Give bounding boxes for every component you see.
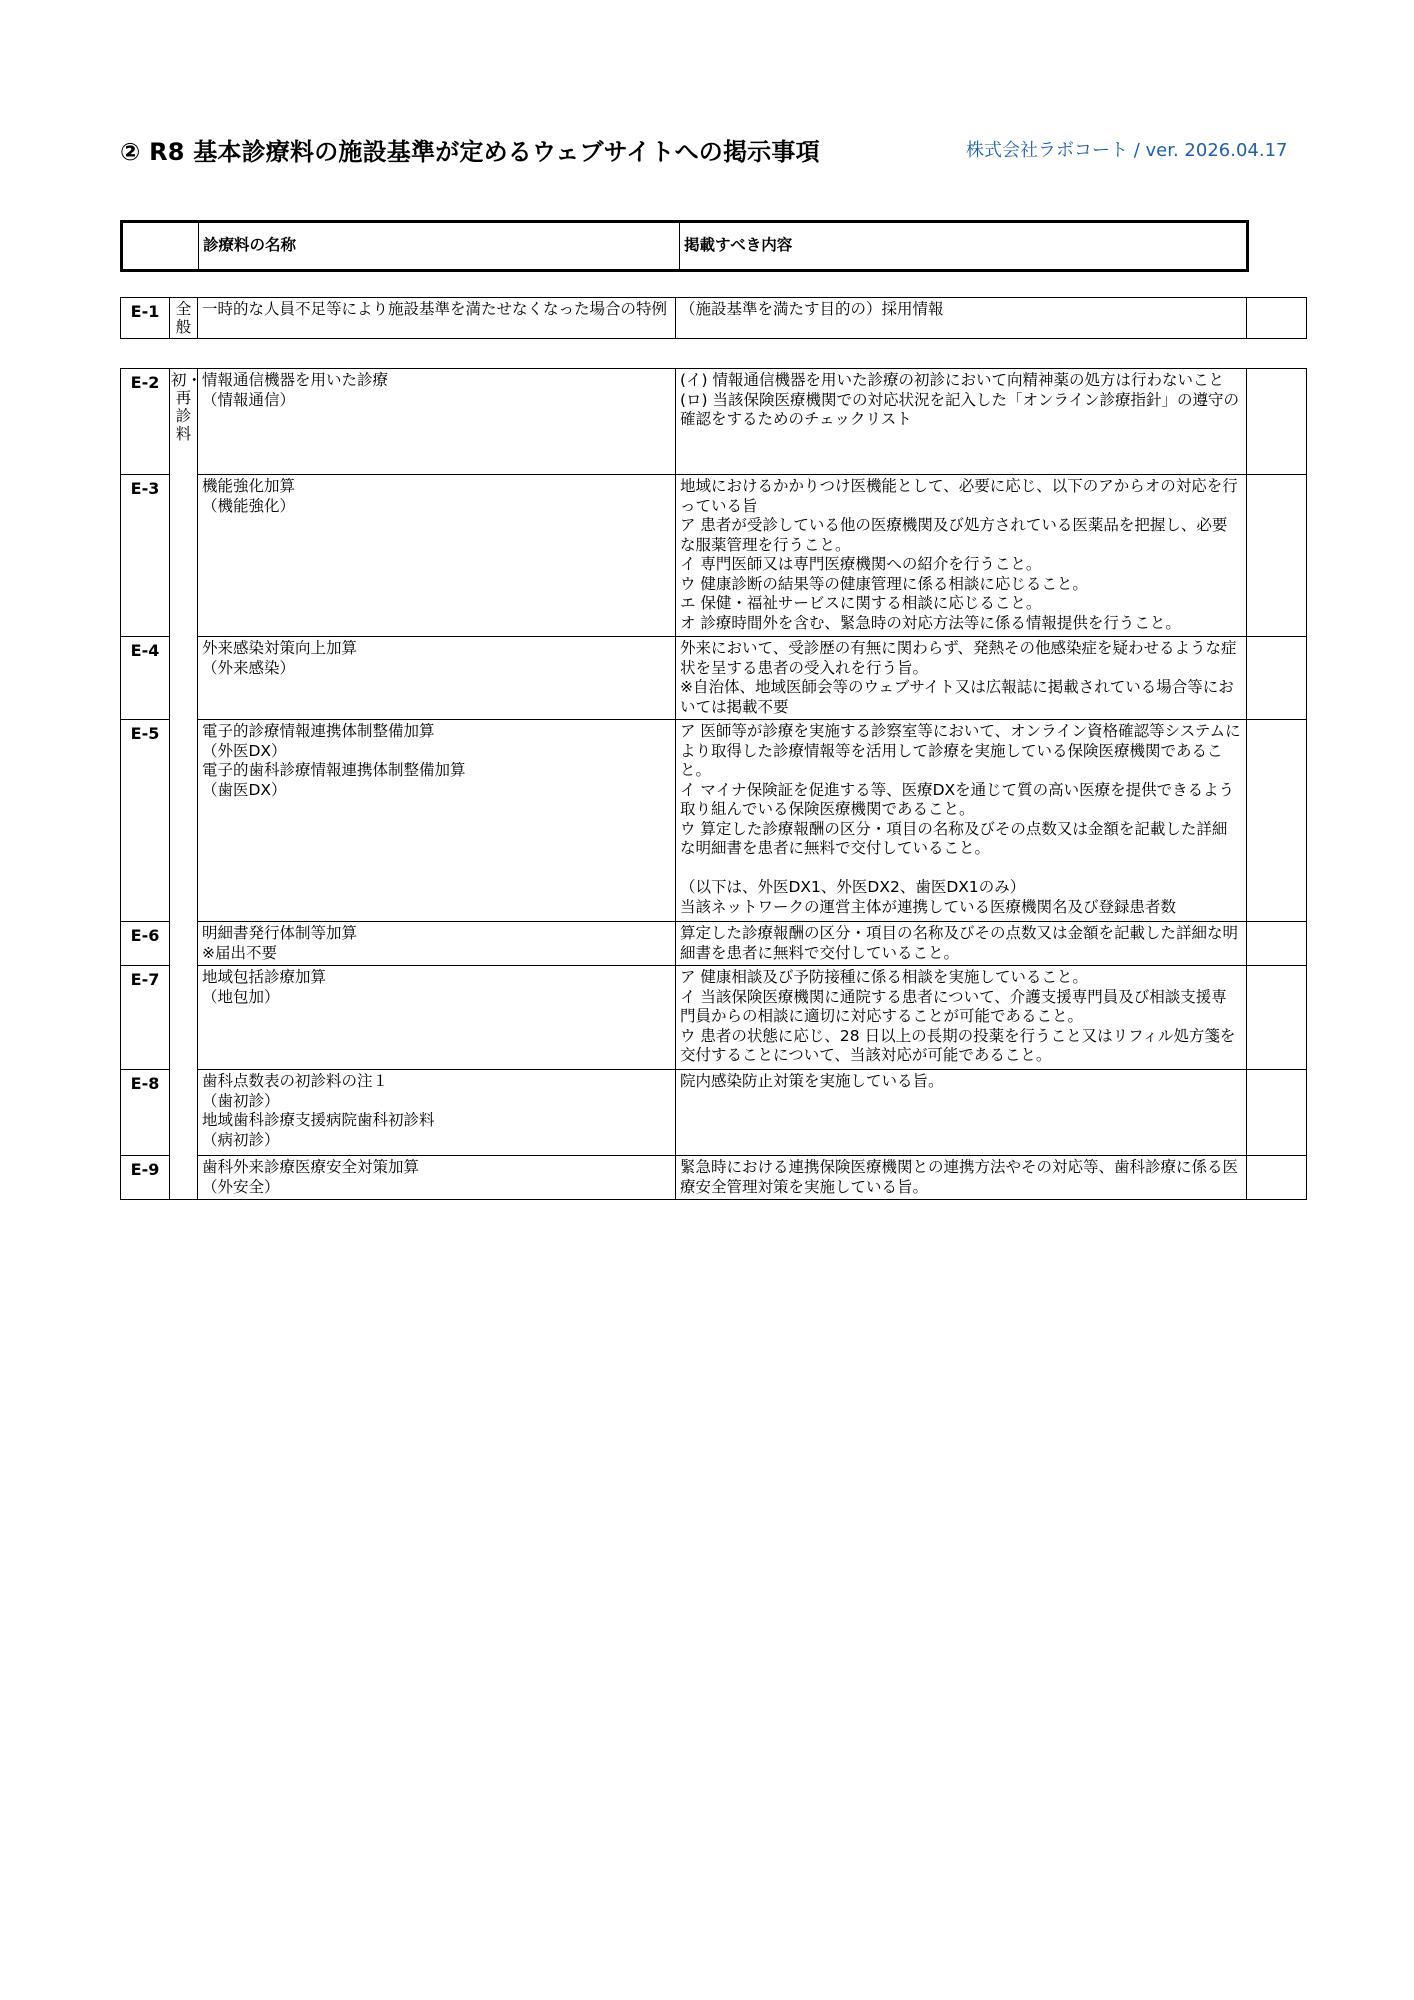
row-check-cell — [1247, 966, 1307, 1070]
row-content — [676, 720, 1247, 922]
row-content-line: ウ 患者の状態に応じ、28 日以上の長期の投薬を行うこと又はリフィル処方箋を交付することについて、当該対応が可能であること。 — [680, 1026, 1236, 1064]
row-content-line: ウ 健康診断の結果等の健康管理に係る相談に応じること。 — [680, 574, 1088, 593]
row-content-line: 緊急時における連携保険医療機関との連携方法やその対応等、歯科診療に係る医療安全管理対策を実施している旨。 — [680, 1158, 1239, 1196]
row-code: E-4 — [121, 637, 170, 720]
table-row — [121, 966, 1307, 1070]
row-name — [198, 1156, 676, 1200]
row-name-line: 地域歯科診療支援病院歯科初診料 — [202, 1111, 435, 1129]
row-content-line: (ロ) 当該保険医療機関での対応状況を記入した「オンライン診療指針」の遵守の確認をするためのチェックリスト — [680, 390, 1240, 428]
row-content-line: イ 専門医師又は専門医療機関への紹介を行うこと。 — [680, 555, 1042, 573]
row-name-line: （歯医DX） — [202, 780, 287, 799]
row-name-line: ※届出不要 — [202, 943, 277, 962]
category-cell — [170, 475, 198, 637]
row-name-line: 歯科外来診療医療安全対策加算 — [202, 1158, 420, 1176]
row-content — [676, 475, 1247, 637]
row-code: E-8 — [121, 1070, 170, 1156]
row-name — [198, 369, 676, 475]
header-name-cell: 診療料の名称 — [199, 222, 680, 271]
row-name — [198, 1070, 676, 1156]
row-check-cell — [1247, 1156, 1307, 1200]
category-cell — [170, 1156, 198, 1200]
row-name-line: 明細書発行体制等加算 — [202, 924, 358, 942]
row-content-line: 当該ネットワークの運営主体が連携している医療機関名及び登録患者数 — [680, 897, 1177, 916]
row-content-line: ア 医師等が診療を実施する診察室等において、オンライン資格確認等システムにより取得した診療情報等を活用して診療を実施している保険医療機関であること。 — [680, 722, 1241, 779]
header-content-cell: 掲載すべき内容 — [680, 222, 1248, 271]
row-content-line: ※自治体、地域医師会等のウェブサイト又は広報誌に掲載されている場合等においては掲載不要 — [680, 678, 1234, 716]
general-section-table — [120, 297, 1307, 339]
table-row — [121, 922, 1307, 966]
row-code: E-3 — [121, 475, 170, 637]
row-name-line: （外安全） — [202, 1177, 280, 1196]
category-cell — [170, 637, 198, 720]
row-check-cell — [1247, 922, 1307, 966]
column-header-table — [120, 220, 1249, 272]
row-check-cell — [1247, 369, 1307, 475]
row-check-cell — [1247, 1070, 1307, 1156]
row-content — [676, 1156, 1247, 1200]
row-check-cell — [1247, 637, 1307, 720]
visit-section-table — [120, 368, 1307, 1200]
table-row — [121, 1070, 1307, 1156]
table-row — [121, 637, 1307, 720]
row-check-cell — [1247, 720, 1307, 922]
row-content — [676, 637, 1247, 720]
row-content-line: (イ) 情報通信機器を用いた診療の初診において向精神薬の処方は行わないこと — [680, 371, 1225, 389]
row-code: E-7 — [121, 966, 170, 1070]
row-name-line: 情報通信機器を用いた診療 — [202, 371, 389, 389]
row-name — [198, 720, 676, 922]
row-content-line: 外来において、受診歴の有無に関わらず、発熱その他感染症を疑わせるような症状を呈する患者の受入れを行う旨。 — [680, 639, 1237, 677]
row-content-line: イ 当該保険医療機関に通院する患者について、介護支援専門員及び相談支援専門員からの相談に適切に対応することが可能であること。 — [680, 987, 1227, 1025]
row-name-line: 歯科点数表の初診料の注１ — [202, 1072, 389, 1090]
row-check-cell — [1247, 475, 1307, 637]
column-header-row — [122, 222, 1248, 271]
category-label-visit: 初・再診料 — [170, 369, 198, 475]
table-row — [121, 298, 1307, 339]
row-content-line: ア 患者が受診している他の医療機関及び処方されている医薬品を把握し、必要な服薬管理を行うこと。 — [680, 516, 1228, 554]
row-code: E-2 — [121, 369, 170, 475]
row-content-line: オ 診療時間外を含む、緊急時の対応方法等に係る情報提供を行うこと。 — [680, 613, 1181, 632]
row-content-line: イ マイナ保険証を促進する等、医療DXを通じて質の高い医療を提供できるよう取り組んでいる保険医療機関であること。 — [680, 780, 1235, 818]
row-name-line: （地包加） — [202, 987, 280, 1006]
row-name-line: （外来感染） — [202, 658, 296, 677]
category-cell — [170, 966, 198, 1070]
row-content-line — [680, 859, 1242, 879]
row-name-line: （外医DX） — [202, 741, 287, 760]
row-code: E-9 — [121, 1156, 170, 1200]
row-content-line: 院内感染防止対策を実施している旨。 — [680, 1072, 944, 1090]
row-content — [676, 1070, 1247, 1156]
row-name-line: 地域包括診療加算 — [202, 968, 327, 986]
row-content-line: 算定した診療報酬の区分・項目の名称及びその点数又は金額を記載した詳細な明細書を患者に無料で交付していること。 — [680, 924, 1239, 962]
row-name-line: 機能強化加算 — [202, 477, 296, 495]
page-title: ② R8 基本診療料の施設基準が定めるウェブサイトへの掲示事項 — [120, 138, 820, 166]
row-name-line: （歯初診） — [202, 1091, 280, 1110]
row-code: E-5 — [121, 720, 170, 922]
row-content-line: ウ 算定した診療報酬の区分・項目の名称及びその点数又は金額を記載した詳細な明細書を患者に無料で交付していること。 — [680, 819, 1228, 857]
row-content-line: 地域におけるかかりつけ医機能として、必要に応じ、以下のアからオの対応を行っている旨 — [680, 477, 1238, 515]
row-name-line: （病初診） — [202, 1130, 280, 1149]
category-cell — [170, 922, 198, 966]
row-content: （施設基準を満たす目的の）採用情報 — [676, 298, 1247, 339]
table-row — [121, 1156, 1307, 1200]
row-content — [676, 369, 1247, 475]
table-row — [121, 475, 1307, 637]
row-check-cell — [1247, 298, 1307, 339]
row-name — [198, 966, 676, 1070]
row-name-line: （機能強化） — [202, 496, 296, 515]
row-name — [198, 475, 676, 637]
category-cell — [170, 1070, 198, 1156]
row-name-line: 電子的診療情報連携体制整備加算 — [202, 722, 435, 740]
row-name-line: 外来感染対策向上加算 — [202, 639, 358, 657]
row-content — [676, 966, 1247, 1070]
publisher-version: 株式会社ラボコート / ver. 2026.04.17 — [966, 140, 1288, 161]
table-row — [121, 369, 1307, 475]
row-content-line: （以下は、外医DX1、外医DX2、歯医DX1のみ） — [680, 878, 1026, 896]
category-label-general: 全般 — [170, 298, 198, 339]
row-code: E-1 — [121, 298, 170, 339]
header-code-cell — [122, 222, 199, 271]
row-code: E-6 — [121, 922, 170, 966]
row-name: 一時的な人員不足等により施設基準を満たせなくなった場合の特例 — [198, 298, 676, 339]
row-name — [198, 922, 676, 966]
row-name-line: （情報通信） — [202, 390, 296, 409]
row-content-line: エ 保健・福祉サービスに関する相談に応じること。 — [680, 594, 1042, 612]
row-content — [676, 922, 1247, 966]
table-row — [121, 720, 1307, 922]
row-name — [198, 637, 676, 720]
category-cell — [170, 720, 198, 922]
row-content-line: ア 健康相談及び予防接種に係る相談を実施していること。 — [680, 968, 1088, 986]
row-name-line: 電子的歯科診療情報連携体制整備加算 — [202, 761, 466, 779]
